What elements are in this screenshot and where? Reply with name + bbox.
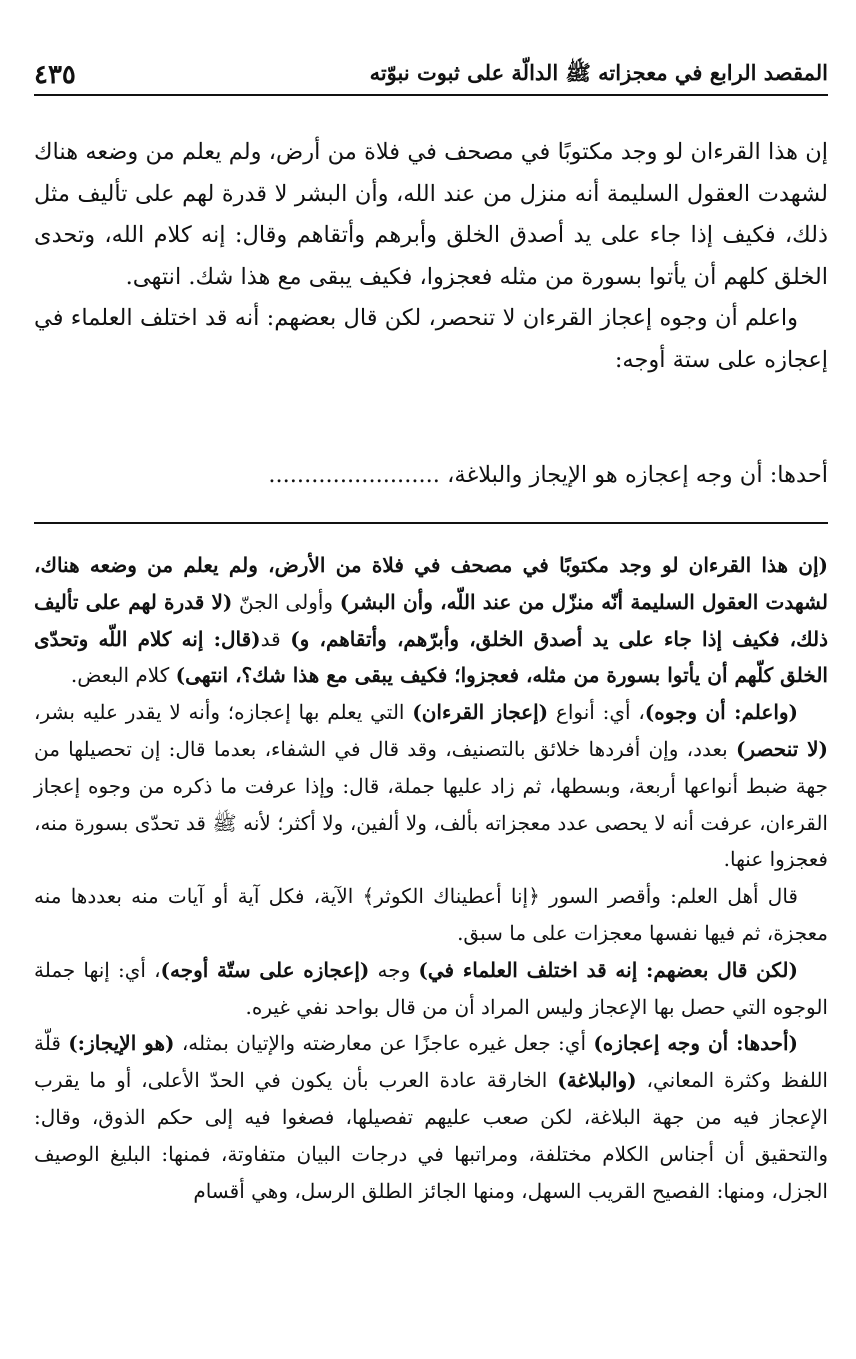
- quoted-text: (لا قدرة لهم على تأليف ذلك، فكيف إذا جاء على يد أصدق الخلق، وأبرّهم، وأتقاهم، و): [34, 589, 828, 651]
- page-number: ٤٣٥: [34, 60, 76, 90]
- quoted-text: (هو الإيجاز:): [68, 1031, 175, 1056]
- commentary-text-run: قد: [260, 626, 291, 651]
- commentary-text-run: ، أي: أنواع: [548, 700, 645, 725]
- quoted-text: (لكن قال بعضهم: إنه قد اختلف العلماء في): [418, 957, 798, 982]
- commentary-text-run: أي: جعل غيره عاجزًا عن معارضته والإتيان بمثله،: [174, 1031, 594, 1056]
- running-header: [34, 56, 828, 96]
- book-page: [34, 0, 828, 1359]
- main-paragraph: واعلم أن وجوه إعجاز القرءان لا تنحصر، لكن قال بعضهم: أنه قد اختلف العلماء في إعجازه على ستة أوجه:: [34, 305, 828, 373]
- commentary-text-run: كلام البعض.: [70, 663, 176, 688]
- quoted-text: (والبلاغة): [557, 1068, 637, 1093]
- main-paragraph: أحدها: أن وجه إعجازه هو الإيجاز والبلاغة،: [447, 462, 828, 488]
- main-last-line: [34, 455, 828, 497]
- ellipsis-dots: ........................: [268, 462, 440, 488]
- quoted-text: (لا تنحصر): [735, 736, 828, 761]
- main-paragraph: إن هذا القرءان لو وجد مكتوبًا في مصحف في فلاة من أرض، ولم يعلم من وضعه هناك لشهدت العقول السليمة أنه منزل من عند الله، وأن البشر لا قدرة لهم على تأليف مثل ذلك، فكيف إذا جاء على يد أصدق الخلق وأبرهم وأتقاهم وقال: إنه كلام الله، وتحدى الخلق كلهم أن يأتوا بسورة من مثله فعجزوا، فكيف يبقى مع هذا شك. انتهى.: [34, 139, 828, 290]
- commentary-text: [34, 547, 828, 1209]
- quoted-text: (إعجازه على ستّة أوجه): [160, 957, 370, 982]
- quoted-text: (إن هذا القرءان لو وجد مكتوبًا في مصحف في فلاة من الأرض، ولم يعلم من وضعه هناك، لشهدت العقول السليمة أنّه منزّل من عند اللّه، وأن البشر): [34, 553, 828, 614]
- quoted-text: (قال: إنه كلام اللّه وتحدّى الخلق كلّهم أن يأتوا بسورة من مثله، فعجزوا؛ فكيف يبقى مع هذا شك؟، انتهى): [34, 626, 828, 688]
- commentary-paragraph: [34, 547, 828, 694]
- quoted-text: (إعجاز القرءان): [412, 700, 549, 725]
- quoted-text: (واعلم: أن وجوه): [644, 700, 799, 725]
- commentary-paragraph: [34, 1025, 828, 1209]
- quoted-text: (أحدها: أن وجه إعجازه): [593, 1031, 799, 1056]
- footnote-separator: [34, 522, 828, 524]
- commentary-paragraph: [34, 694, 828, 878]
- chapter-title: المقصد الرابع في معجزاته ﷺ الدالّة على ثبوت نبوّته: [369, 59, 828, 85]
- main-text: [34, 132, 828, 381]
- commentary-paragraph: قال أهل العلم: وأقصر السور ﴿إنا أعطيناك الكوثر﴾ الآية، فكل آية أو آيات منه بعددها منه معجزة، ثم فيها نفسها معجزات على ما سبق.: [34, 884, 828, 945]
- commentary-text-run: وأولى الجنّ: [232, 589, 340, 614]
- commentary-paragraph: [34, 952, 828, 1026]
- commentary-text-run: قلّة اللفظ وكثرة المعاني،: [34, 1031, 828, 1093]
- commentary-text-run: وجه: [369, 957, 419, 982]
- commentary-text-run: التي يعلم بها إعجازه؛ وأنه لا يقدر عليه بشر،: [34, 700, 413, 725]
- commentary-text-run: ، أي: إنها جملة الوجوه التي حصل بها الإعجاز وليس المراد أن من قال بواحد نفي غيره.: [34, 957, 828, 1019]
- commentary-text-run: الخارقة عادة العرب بأن يكون في الحدّ الأعلى، أو ما يقرب الإعجاز فيه من جهة البلاغة، لكن صعب عليهم تفصيلها، فصغوا فيه إلى حكم الذوق، وقال: والتحقيق أن أجناس الكلام مختلفة، ومراتبها في درجات البيان متفاوتة، فمنها: البليغ الوصيف الجزل، ومنها: الفصيح القريب السهل، ومنها الجائز الطلق الرسل، وهي أقسام: [34, 1068, 828, 1203]
- commentary-text-run: بعدد، وإن أفردها خلائق بالتصنيف، وقد قال في الشفاء، بعدما قال: إن تحصيلها من جهة ضبط أنواعها أربعة، وبسطها، ثم زاد عليها جملة، قال: وإذا عرفت ما ذكره من وجوه إعجاز القرءان، عرفت أنه لا يحصى عدد معجزاته بألف، ولا ألفين، ولا أكثر؛ لأنه ﷺ قد تحدّى بسورة منه، فعجزوا عنها.: [34, 736, 828, 872]
